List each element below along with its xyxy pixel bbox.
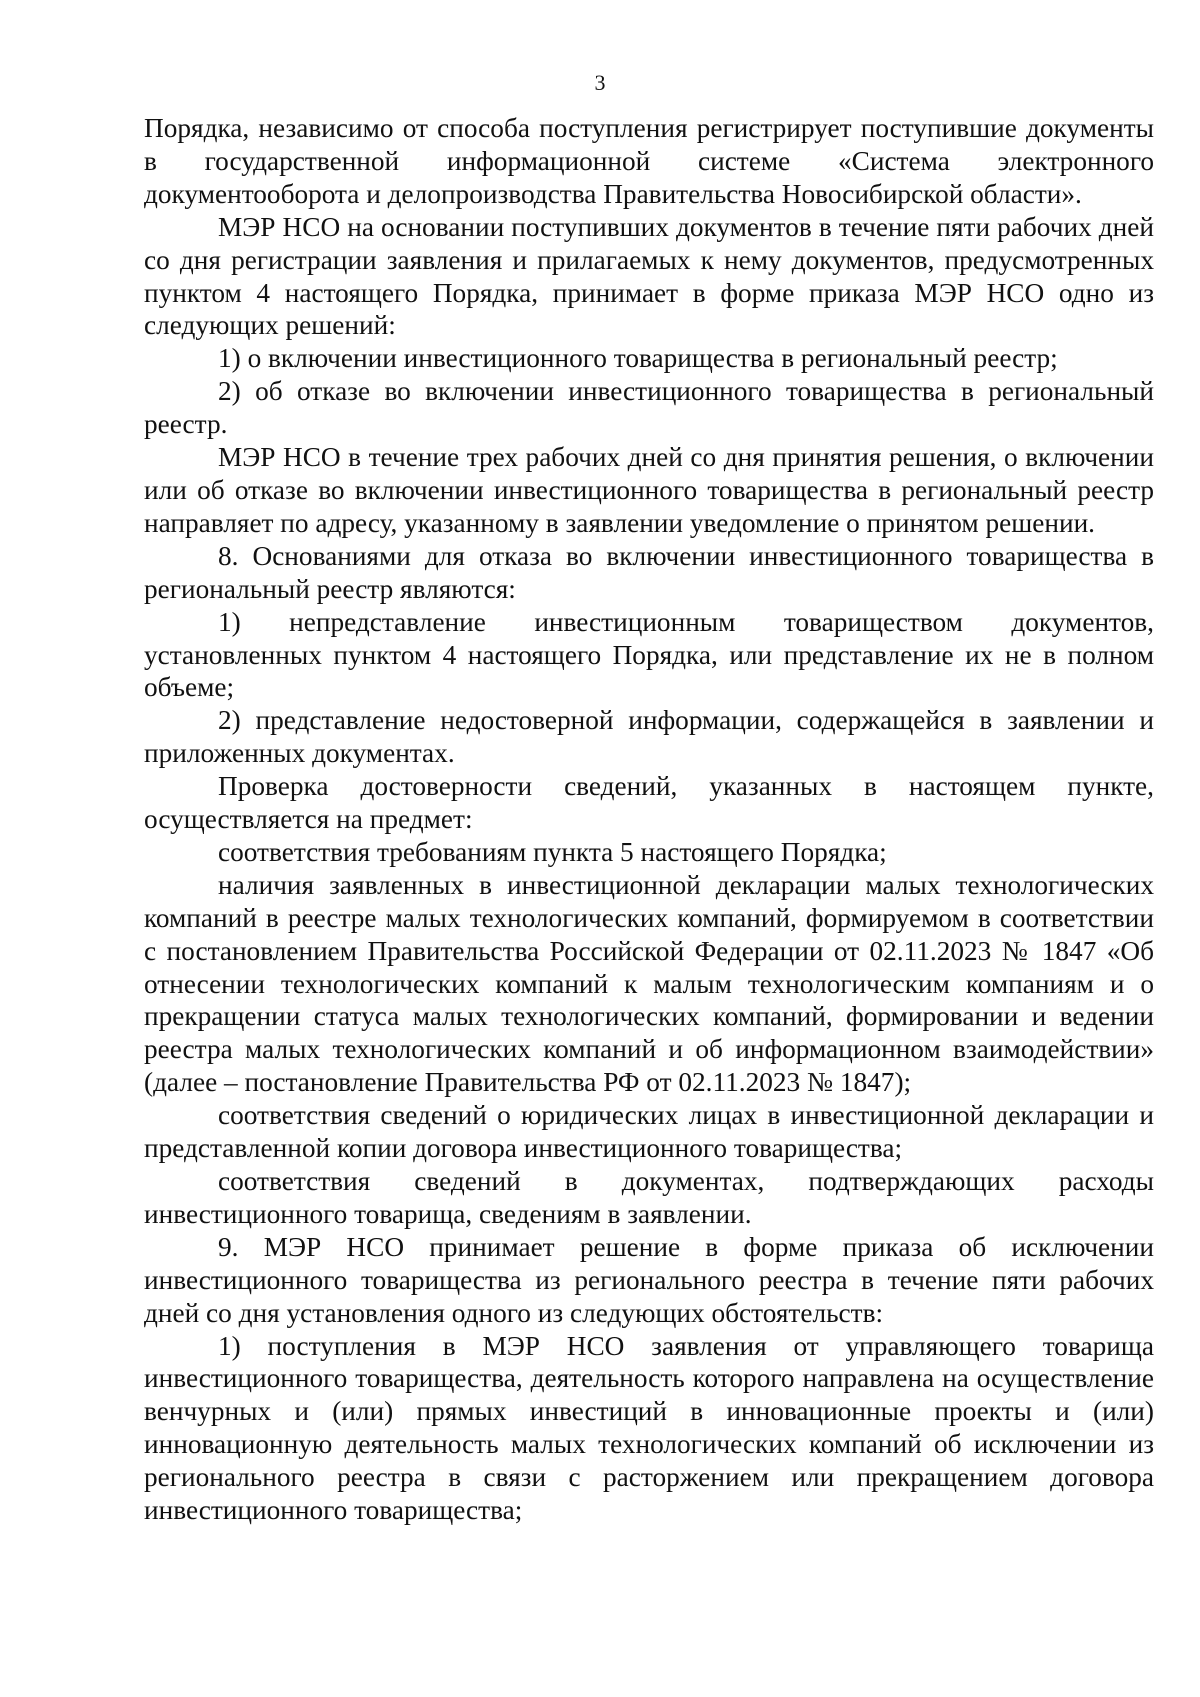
paragraph-decision-option-2: 2) об отказе во включении инвестиционного товарищества в региональный реестр. [144, 376, 1154, 440]
document-body [144, 112, 1154, 1527]
paragraph-decision-option-1: 1) о включении инвестиционного товарищества в региональный реестр; [218, 343, 1058, 374]
paragraph-exclusion-circumstance-1: 1) поступления в МЭР НСО заявления от управляющего товарища инвестиционного товарищества, деятельность которого направлена на осуществление венчурных и (или) прямых инвестиций в инновационные проекты и (или) инновационную деятельность малых технологических компаний об исключении из регионального реестра в связи с расторжением или прекращением договора инвестиционного товарищества; [144, 1330, 1154, 1526]
paragraph-clause-9: 9. МЭР НСО принимает решение в форме приказа об исключении инвестиционного товарищества из регионального реестра в течение пяти рабочих дней со дня установления одного из следующих обстоятельств: [144, 1231, 1154, 1328]
paragraph-notification: МЭР НСО в течение трех рабочих дней со дня принятия решения, о включении или об отказе во включении инвестиционного товарищества в региональный реестр направляет по адресу, указанному в заявлении уведомление о принятом решении. [144, 442, 1154, 538]
paragraph-decision-timeline: МЭР НСО на основании поступивших документов в течение пяти рабочих дней со дня регистрации заявления и прилагаемых к нему документов, предусмотренных пунктом 4 настоящего Порядка, принимает в форме приказа МЭР НСО одно из следующих решений: [144, 211, 1154, 341]
paragraph-verification-item-1: соответствия требованиям пункта 5 настоящего Порядка; [218, 836, 887, 867]
paragraph-verification-item-3: соответствия сведений о юридических лицах в инвестиционной декларации и представленной копии договора инвестиционного товарищества; [144, 1100, 1154, 1164]
paragraph-verification: Проверка достоверности сведений, указанных в настоящем пункте, осуществляется на предмет: [144, 771, 1154, 835]
paragraph-clause-8: 8. Основаниями для отказа во включении инвестиционного товарищества в региональный реестр являются: [144, 540, 1154, 604]
paragraph-verification-item-4: соответствия сведений в документах, подтверждающих расходы инвестиционного товарища, сведениям в заявлении. [144, 1166, 1154, 1229]
paragraph-refusal-ground-1: 1) непредставление инвестиционным товариществом документов, установленных пунктом 4 настоящего Порядка, или представление их не в полном объеме; [144, 606, 1154, 703]
paragraph-verification-item-2: наличия заявленных в инвестиционной декларации малых технологических компаний в реестре малых технологических компаний, формируемом в соответствии с постановлением Правительства Российской Федерации от 02.11.2023 № 1847 «Об отнесении технологических компаний к малым технологическим компаниям и о прекращении статуса малых технологических компаний, формировании и ведении реестра малых технологических компаний и об информационном взаимодействии» (далее – постановление Правительства РФ от 02.11.2023 № 1847); [144, 869, 1154, 1098]
page-number: 3 [594, 70, 606, 95]
paragraph-continuation: Порядка, независимо от способа поступления регистрирует поступившие документы в государственной информационной системе «Система электронного документооборота и делопроизводства Правительства Новосибирской области». [144, 113, 1154, 209]
paragraph-refusal-ground-2: 2) представление недостоверной информации, содержащейся в заявлении и приложенных документах. [144, 705, 1154, 769]
